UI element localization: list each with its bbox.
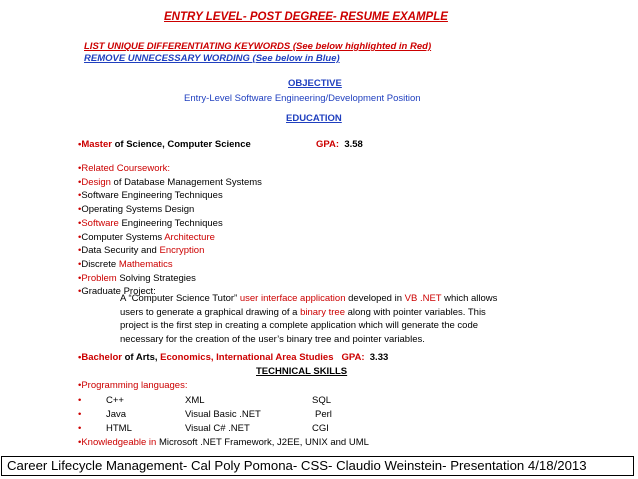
objective-heading: OBJECTIVE bbox=[288, 78, 342, 89]
list-item: •Software Engineering Techniques bbox=[78, 190, 223, 202]
list-item: •Design of Database Management Systems bbox=[78, 176, 262, 188]
list-item: •Software Engineering Techniques bbox=[78, 217, 223, 229]
objective-text: Entry-Level Software Engineering/Development Position bbox=[184, 93, 421, 104]
instruction-keywords: LIST UNIQUE DIFFERENTIATING KEYWORDS (See below highlighted in Red) bbox=[84, 41, 432, 52]
masters-line bbox=[78, 139, 251, 150]
bachelor-line: •Bachelor of Arts, Economics, International Area Studies GPA: 3.33 bbox=[78, 352, 389, 363]
bullet: • bbox=[78, 139, 82, 150]
list-item: •Problem Solving Strategies bbox=[78, 272, 196, 284]
page-title: ENTRY LEVEL- POST DEGREE- RESUME EXAMPLE bbox=[164, 11, 448, 23]
skills-row: • Java Visual Basic .NET Perl bbox=[78, 409, 332, 420]
skills-row: • HTML Visual C# .NET CGI bbox=[78, 423, 329, 434]
instruction-wording: REMOVE UNNECESSARY WORDING (See below in Blue) bbox=[84, 53, 340, 64]
skills-heading: TECHNICAL SKILLS bbox=[256, 366, 348, 377]
gpa-value: 3.58 bbox=[344, 139, 363, 150]
list-item: •Operating Systems Design bbox=[78, 204, 195, 216]
languages-label-line: •Programming languages: bbox=[78, 380, 188, 391]
masters-gpa bbox=[316, 139, 363, 150]
project-description: A “Computer Science Tutor” user interface application developed in VB .NET which allows users to generate a graphical drawing of a binary tree along with pointer variables. This project is the first step in creating a complete application which will generate the code necessary for the creation of the user’s binary tree and pointer variables. bbox=[120, 293, 498, 345]
coursework-list bbox=[78, 162, 262, 299]
footer-banner: Career Lifecycle Management- Cal Poly Pomona- CSS- Claudio Weinstein- Presentation 4/18/2013 bbox=[1, 456, 634, 476]
education-heading: EDUCATION bbox=[286, 113, 342, 124]
gpa-label: GPA: bbox=[316, 139, 340, 150]
degree-red: Master bbox=[81, 139, 112, 150]
coursework-label: Related Coursework: bbox=[81, 163, 171, 174]
list-item: •Computer Systems Architecture bbox=[78, 231, 215, 243]
list-item: •Related Coursework: bbox=[78, 163, 171, 174]
degree-rest: of Science, Computer Science bbox=[111, 139, 251, 150]
knowledge-line: •Knowledgeable in Microsoft .NET Framework, J2EE, UNIX and UML bbox=[78, 437, 369, 448]
list-item: •Discrete Mathematics bbox=[78, 258, 173, 270]
skills-row: • C++ XML SQL bbox=[78, 395, 332, 406]
languages-label: Programming languages: bbox=[81, 380, 188, 391]
graduate-project-label: Graduate Project: bbox=[81, 286, 156, 298]
list-item: •Graduate Project: bbox=[78, 286, 156, 298]
list-item: •Data Security and Encryption bbox=[78, 245, 205, 257]
